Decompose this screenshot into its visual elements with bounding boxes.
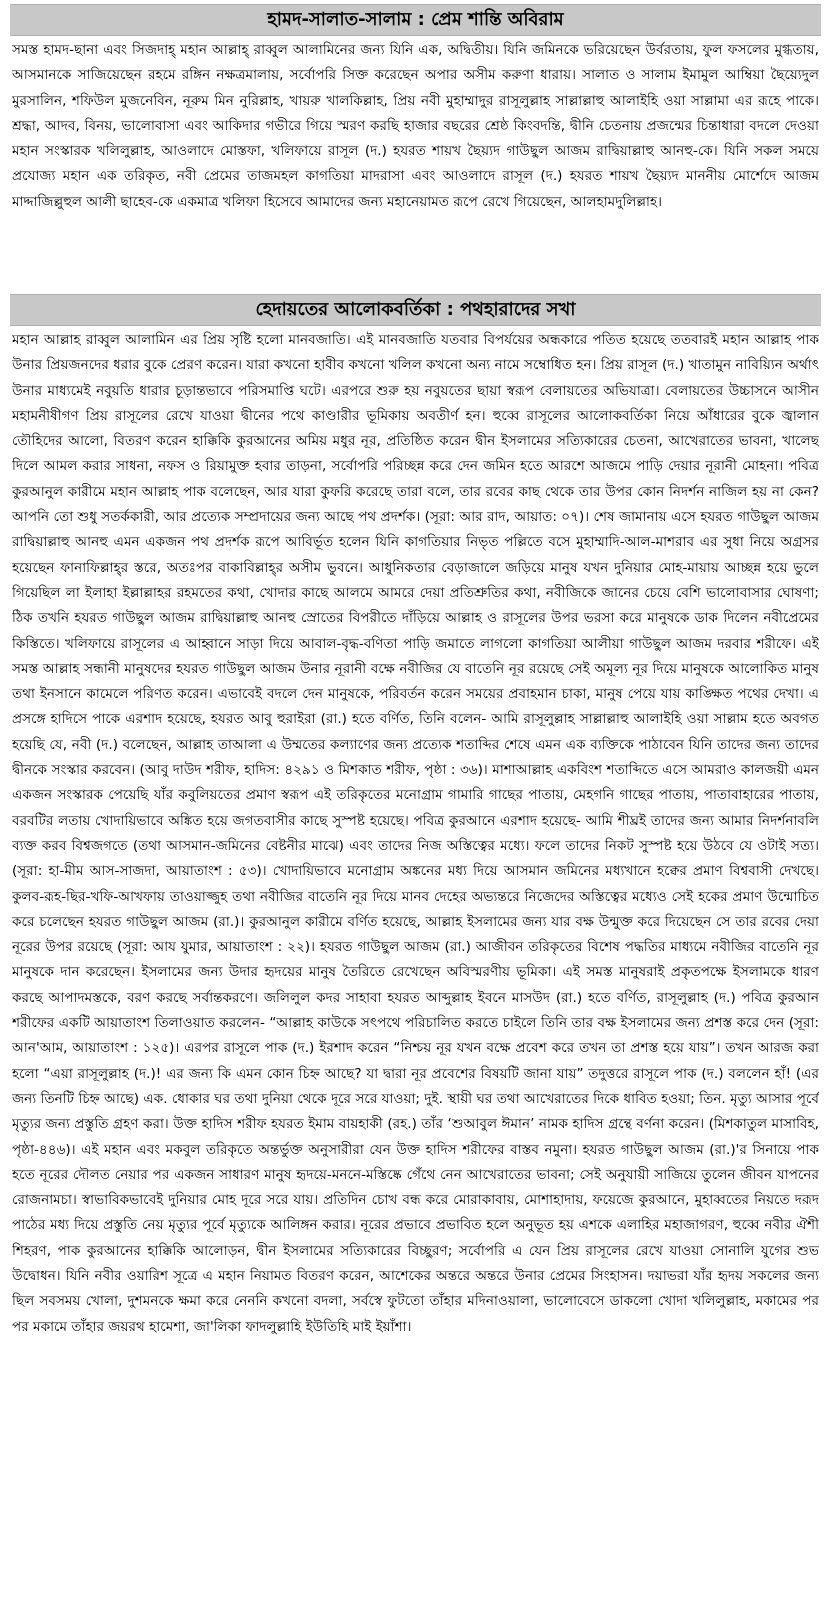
- section-title-hamd-salat-salam: হামদ-সালাত-সালাম : প্রেম শান্তি অবিরাম: [10, 4, 821, 36]
- section-title-hedayater-alokbortika: হেদায়তের আলোকবর্তিকা : পথহারাদের সখা: [10, 294, 821, 326]
- section-body-hedayater-alokbortika: মহান আল্লাহ রাব্বুল আলামিন এর প্রিয় সৃষ্টি হলো মানবজাতি। এই মানবজাতি যতবার বিপর্যয়ের অন্ধকারে পতিত হয়েছে ততবারই মহান আল্লাহ পাক উনার প্রিয়জনদের ধরার বুকে প্রেরণ করেন। যারা কখনো হাবীব কখনো খলিল কখনো অন্য নামে সম্বোধিত হন। প্রিয় রাসূল (দ.) খাতামুন নাবিয়্যিন অর্থাৎ উনার মাধ্যমেই নবুয়তি ধারার চূড়ান্তভাবে পরিসমাপ্তি ঘটে। এরপরে শুরু হয় নবুয়তের ছায়া স্বরূপ বেলায়তের অভিযাত্রা। বেলায়তের উচ্চাসনে আসীন মহামনীষীগণ প্রিয় রাসূলের রেখে যাওয়া দ্বীনের পথে কাণ্ডারীর ভূমিকায় অবতীর্ণ হন। হুব্বে রাসূলের আলোকবর্তিকা নিয়ে আঁধারের বুকে জ্বালান তৌহিদের আলো, বিতরণ করেন হাক্কিকি কুরআনের অমিয় মধুর নূর, প্রতিষ্ঠিত করেন দ্বীন ইসলামের সত্যিকারের চেতনা, আখেরাতের ভাবনা, খালেছ দিলে আমল করার সাধনা, নফস ও রিয়ামুক্ত হবার তাড়না, সর্বোপরি পরিচ্ছন্ন করে দেন জমিন হতে আরশে আজমে পাড়ি দেয়ার নূরানী মোহনা। পবিত্র কুরআনুল কারীমে মহান আল্লাহ পাক বলেছেন, আর যারা কুফরি করেছে তারা বলে, তার রবের কাছ থেকে তার উপর কোন নিদর্শন নাজিল হয় না কেন? আপনি তো শুধু সতর্ককারী, আর প্রত্যেক সম্প্রদায়ের জন্য আছে পথ প্রদর্শক। (সূরা: আর রাদ, আয়াত: ০৭)। শেষ জামানায় এসে হযরত গাউছুল আজম রাদ্বিয়াল্লাহু আনহু এমন একজন পথ প্রদর্শক রূপে আবির্ভূত হলেন যিনি কাগতিয়ার নিভৃত পল্লিতে বসে মুহাম্মাদি-আল-মাশরাব এর সুধা নিয়ে অগ্রসর হয়েছেন ফানাফিল্লাহ্‌র স্তরে, অতঃপর বাকাবিল্লাহ্‌র অসীম ভুবনে। আধুনিকতার বেড়াজালে জড়িয়ে মানুষ যখন দুনিয়ার মোহ-মায়ায় আচ্ছন্ন হয়ে ভুলে গিয়েছিল লা ইলাহা ইল্লাল্লাহর রহমতের কথা, খোদার কাছে আলমে আমরে দেয়া প্রতিশ্রুতির কথা, নবীজিকে জানের চেয়ে বেশি ভালোবাসার ঘোষণা; ঠিক তখনি হযরত গাউছুল আজম রাদ্বিয়াল্লাহু আনহু স্রোতের বিপরীতে দাঁড়িয়ে আল্লাহ ও রাসূলের উপর ভরসা করে মানুষকে ডাক দিলেন নবীপ্রেমের কিস্তিতে। খলিফায়ে রাসূলের এ আহ্বানে সাড়া দিয়ে আবাল-বৃদ্ধ-বণিতা পাড়ি জমাতে লাগলো কাগতিয়া আলীয়া গাউছুল আজম দরবার শরীফে। এই সমস্ত আল্লাহ সন্ধানী মানুষদের হযরত গাউছুল আজম উনার নূরানী বক্ষে নবীজির যে বাতেনি নূর রয়েছে সেই অমূল্য নূর দিয়ে মানুষকে আলোকিত মানুষ তথা ইনসানে কামেলে পরিণত করেন। এভাবেই বদলে দেন মানুষকে, পরিবর্তন করেন সময়ের প্রবাহমান চাকা, মানুষ পেয়ে যায় কাঙ্ক্ষিত পথের দেখা। এ প্রসঙ্গে হাদিসে পাকে এরশাদ হয়েছে, হযরত আবু হুরাইরা (রা.) হতে বর্ণিত, তিনি বলেন- আমি রাসূলুল্লাহ সাল্লাল্লাহু আলাইহি ওয়া সাল্লাম হতে অবগত হয়েছি যে, নবী (দ.) বলেছেন, আল্লাহ তাআলা এ উম্মতের কল্যাণের জন্য প্রত্যেক শতাব্দির শেষে এমন এক ব্যক্তিকে পাঠাবেন যিনি তাদের জন্য তাদের দ্বীনকে সংস্কার করবেন। (আবু দাউদ শরীফ, হাদিস: ৪২৯১ ও মিশকাত শরীফ, পৃষ্ঠা : ৩৬)। মাশাআল্লাহ একবিংশ শতাব্দিতে এসে আমরাও কালজয়ী এমন একজন সংস্কারক পেয়েছি যাঁর কবুলিয়তের প্রমাণ স্বরূপ এই তরিকৃতের মনোগ্রাম গামারি গাছের পাতায়, মেহগনি গাছের পাতায়, পাতাবাহারের পাতায়, বরবটির লতায় খোদায়িভাবে অঙ্কিত হয়ে জগতবাসীর কাছে সুস্পষ্ট হয়েছে। পবিত্র কুরআনে এরশাদ হয়েছে- আমি শীঘ্রই তাদের জন্য আমার নিদর্শনাবলি ব্যক্ত করব বিশ্বজগতে (তথা আসমান-জমিনের বেষ্টনীর মাঝে) এবং তাদের নিজ অস্তিত্বের মধ্যে। ফলে তাদের নিকট সুস্পষ্ট হয়ে উঠবে যে ওটাই সত্য। (সূরা: হা-মীম আস-সাজদা, আয়াতাংশ : ৫৩)। খোদায়িভাবে মনোগ্রাম অঙ্কনের মধ্য দিয়ে আসমান জমিনের মধ্যখানে হক্বের প্রমাণ বিশ্ববাসী দেখছে। কুলব-রূহ-ছির-খফি-আখফায় তাওয়াজ্জুহ তথা নবীজির বাতেনি নূর দিয়ে মানব দেহের অভ্যন্তরে নিজেদের অস্তিত্বের মধ্যেও সেই হকের প্রমাণ উন্মোচিত করে চলেছেন হযরত গাউছুল আজম (রা.)। কুরআনুল কারীমে বর্ণিত হয়েছে, আল্লাহ ইসলামের জন্য যার বক্ষ উন্মুক্ত করে দিয়েছেন সে তার রবের দেয়া নূরের উপর রয়েছে (সূরা: আয যুমার, আয়াতাংশ : ২২)। হযরত গাউছুল আজম (রা.) আজীবন তরিকৃতের বিশেষ পদ্ধতির মাধ্যমে নবীজির বাতেনি নূর মানুষকে দান করেছেন। ইসলামের জন্য উদার হৃদয়ের মানুষ তৈরিতে রেখেছেন অবিস্মরণীয় ভূমিকা। এই সমস্ত মানুষরাই প্রকৃতপক্ষে ইসলামকে ধারণ করছে আপাদমস্তকে, বরণ করছে সর্বান্তকরণে। জলিলুল কদর সাহাবা হযরত আব্দুল্লাহ ইবনে মাসউদ (রা.) হতে বর্ণিত, রাসূলুল্লাহ (দ.) পবিত্র কুরআন শরীফের একটি আয়াতাংশ তিলাওয়াত করলেন- “আল্লাহ কাউকে সৎপথে পরিচালিত করতে চাইলে তিনি তার বক্ষ ইসলামের জন্য প্রশস্ত করে দেন (সূরা: আন'আম, আয়াতাংশ : ১২৫)। এরপর রাসূলে পাক (দ.) ইরশাদ করেন “নিশ্চয় নূর যখন বক্ষে প্রবেশ করে তখন তা প্রশস্ত হয়ে যায়”। তখন আরজ করা হলো “এয়া রাসূলুল্লাহ (দ.)! এর জন্য কি এমন কোন চিহ্ন আছে? যা দ্বারা নূর প্রবেশের বিষয়টি জানা যায়” তদুত্তরে রাসূলে পাক (দ.) বললেন হাঁ! (এর জন্য তিনটি চিহ্ন আছে) এক. ধোকার ঘর তথা দুনিয়া থেকে দূরে সরে যাওয়া; দুই. স্থায়ী ঘর তথা আখেরাতের দিকে ধাবিত হওয়া; তিন. মৃত্যু আসার পূর্বে মৃত্যুর জন্য প্রস্তুতি গ্রহণ করা। উক্ত হাদিস শরীফ হযরত ইমাম বায়হাকী (রহ.) তাঁর ‘শুআবুল ঈমান’ নামক হাদিস গ্রন্থে বর্ণনা করেন। (মিশকাতুল মাসাবিহ, পৃষ্ঠা-৪৪৬)। এই মহান এবং মকবুল তরিকৃতে অন্তর্ভুক্ত অনুসারীরা যেন উক্ত হাদিস শরীফের বাস্তব নমুনা। হযরত গাউছুল আজম (রা.)'র সিনায়ে পাক হতে নূরের দৌলত নেয়ার পর একজন সাধারণ মানুষ হৃদয়ে-মননে-মস্তিষ্কে গেঁথে নেন আখেরাতের ভাবনা; সেই অনুযায়ী সাজিয়ে তুলেন জীবন যাপনের রোজনামচা। স্বাভাবিকভাবেই দুনিয়ার মোহ দূরে সরে যায়। প্রতিদিন চোখ বন্ধ করে মোরাকাবায়, মোশাহাদায়, ফয়েজে কুরআনে, মুহাব্বতের নিয়তে দরূদ পাঠের মধ্য দিয়ে প্রস্তুতি নেয় মৃত্যুর পূর্বে মৃত্যুকে আলিঙ্গন করার। নূরের প্রভাবে প্রভাবিত হলে অনুভূত হয় এশকে এলাহির মহাজাগরণ, হুব্বে নবীর ঐশী শিহরণ, পাক কুরআনের হাক্কিকি আলোড়ন, দ্বীন ইসলামের সত্যিকারের বিচ্ছুরণ; সর্বোপরি এ যেন প্রিয় রাসূলের রেখে যাওয়া সোনালি যুগের শুভ উদ্বোধন। যিনি নবীর ওয়ারিশ সূত্রে এ মহান নিয়ামত বিতরণ করেন, আশেকের অন্তরে অন্তরে উনার প্রেমের সিংহাসন। দয়াভরা যাঁর হৃদয় সকলের জন্য ছিল সবসময় খোলা, দুশমনকে ক্ষমা করে নেননি কখনো বদলা, সর্বস্বে ফুটতো তাঁহার মদিনাওয়ালা, ভালোবেসে ডাকলো খোদা খলিলুল্লাহ, মকামের পর পর মকামে তাঁহার জয়রথ হামেশা, জা'লিকা ফাদলুল্লাহি ইউতিহি মাই ইয়াঁশা।: [12, 332, 819, 1335]
- section-body-hamd-salat-salam: সমস্ত হামদ-ছানা এবং সিজদাহ্‌ মহান আল্লাহ্‌ রাব্বুল আলামিনের জন্য যিনি এক, অদ্বিতীয়। যিনি জমিনকে ভরিয়েছেন উর্বরতায়, ফুল ফসলের মুগ্ধতায়, আসমানকে সাজিয়েছেন রহমে রঙ্গিন নক্ষত্রমালায়, সর্বোপরি সিক্ত করেছেন অপার অসীম করুণা ধারায়। সালাত ও সালাম ইমামুল আম্বিয়া ছৈয়্যেদুল মুরসালিন, শফিউল মুজনেবিন, নূরুম মিন নুরিল্লাহ, খায়রু খালকিল্লাহ, প্রিয় নবী মুহাম্মাদুর রাসূলুল্লাহ সাল্লাল্লাহু আলাইহি ওয়া সাল্লামা এর রূহে পাকে। শ্রদ্ধা, আদব, বিনয়, ভালোবাসা এবং আকিদার গভীরে গিয়ে স্মরণ করছি হাজার বছরের শ্রেষ্ঠ কিংবদন্তি, দ্বীনি চেতনায় প্রজন্মের চিন্তাধারা বদলে দেওয়া মহান সংস্কারক খলিলুল্লাহ, আওলাদে মোস্তফা, খলিফায়ে রাসূল (দ.) হযরত শায়খ ছৈয়্যদ গাউছুল আজম রাদ্বিয়াল্লাহু আনহু-কে। যিনি সকল সময়ে প্রযোজ্য মহান এক তরিকৃত, নবী প্রেমের তাজমহল কাগতিয়া মাদরাসা এবং আওলাদে রাসূল (দ.) হযরত শায়খ ছৈয়্যদ মাননীয় মোর্শেদে আজম মাদ্দাজিল্লুহুল আলী ছাহেব-কে একমাত্র খলিফা হিসেবে আমাদের জন্য মহানেয়ামত রূপে রেখে গিয়েছেন, আলহামদুলিল্লাহ।: [12, 42, 819, 210]
- article-page: [10, 4, 821, 1596]
